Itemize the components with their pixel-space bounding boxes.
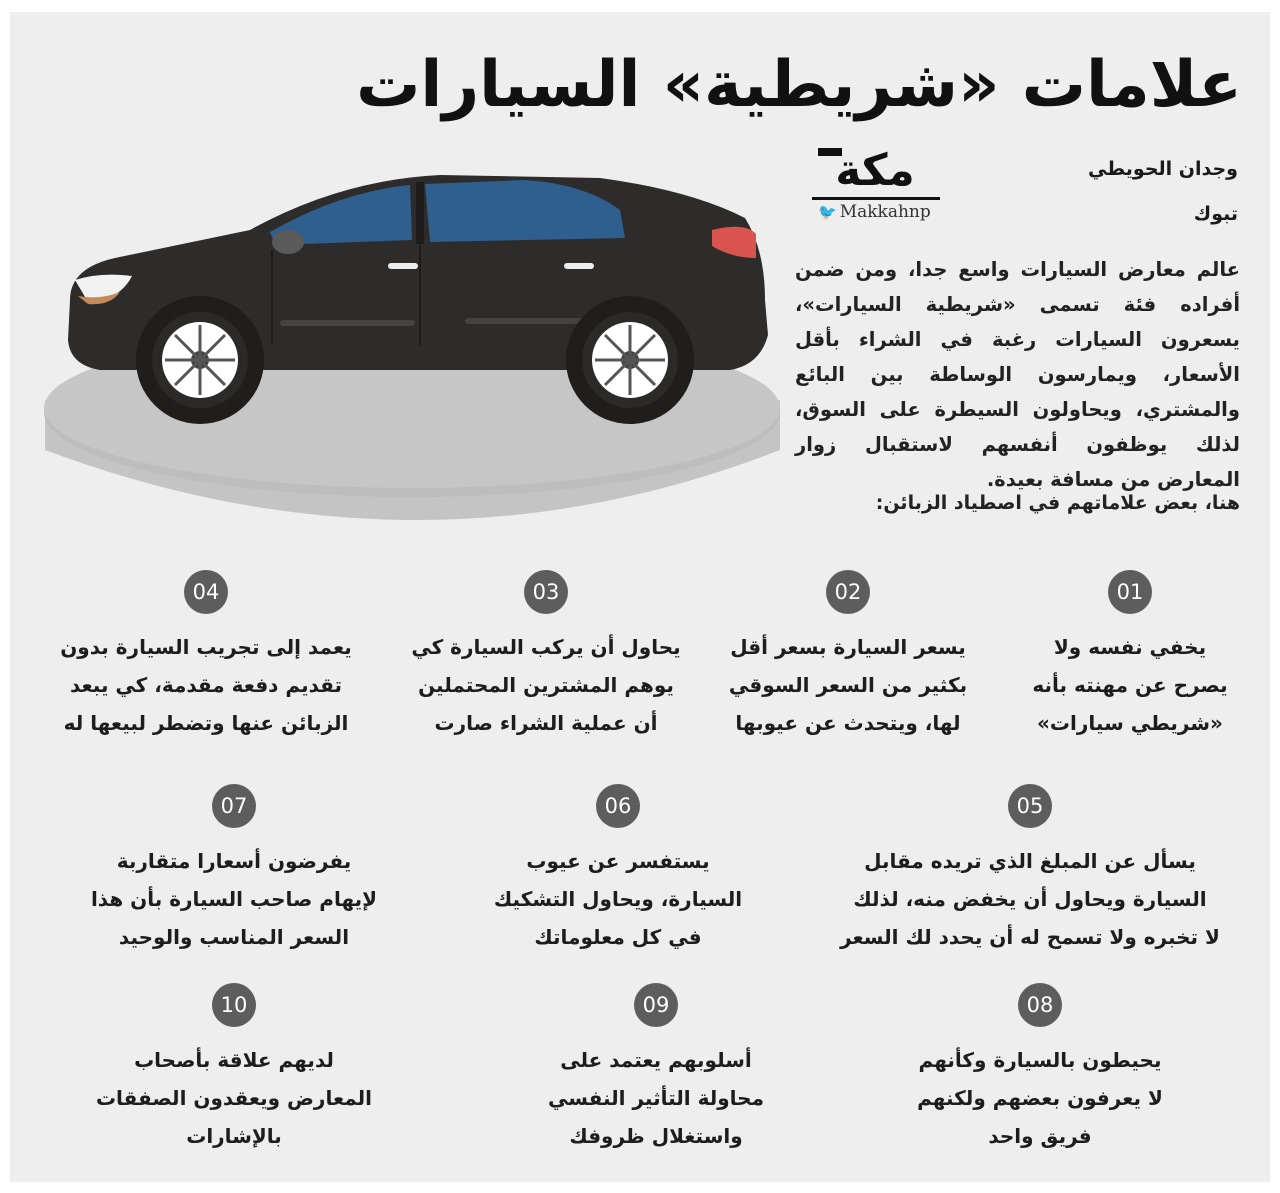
- tip-number-badge: 01: [1108, 570, 1152, 614]
- author-city: تبوك: [1193, 203, 1238, 225]
- tip-item-08: [890, 983, 1190, 1155]
- tip-text: يحاول أن يركب السيارة كي يوهم المشترين المحتملين أن عملية الشراء صارت: [411, 635, 681, 735]
- tip-item-01: [980, 570, 1280, 742]
- side-mirror: [272, 230, 304, 254]
- tip-text: يعمد إلى تجريب السيارة بدون تقديم دفعة مقدمة، كي يبعد الزبائن عنها وتضطر لبيعها له: [60, 635, 352, 735]
- tip-number-badge: 10: [212, 983, 256, 1027]
- tip-number-badge: 05: [1008, 784, 1052, 828]
- tip-number-badge: 04: [184, 570, 228, 614]
- tip-item-09: [506, 983, 806, 1155]
- tip-item-06: [468, 784, 768, 956]
- tip-item-10: [84, 983, 384, 1155]
- tip-number-badge: 08: [1018, 983, 1062, 1027]
- tip-text: يسعر السيارة بسعر أقل بكثير من السعر السوقي لها، ويتحدث عن عيوبها: [728, 635, 968, 735]
- tip-number-badge: 09: [634, 983, 678, 1027]
- intro-subheading: هنا، بعض علاماتهم في اصطياد الزبائن:: [875, 492, 1240, 514]
- intro-paragraph: عالم معارض السيارات واسع جدا، ومن ضمن أفراده فئة تسمى «شريطية السيارات»، يسعرون السيارات رغبة في الشراء بأقل الأسعار، ويمارسون الوساطة بين البائع والمشتري، ويحاولون السيطرة على السوق، لذلك يوظفون أنفسهم لاستقبال زوار المعارض من مسافة بعيدة.: [795, 258, 1240, 491]
- twitter-handle-text: Makkahnp: [839, 202, 931, 222]
- tip-text: يخفي نفسه ولا يصرح عن مهنته بأنه «شريطي سيارات»: [1032, 635, 1228, 735]
- tip-number-badge: 07: [212, 784, 256, 828]
- twitter-icon: 🐦: [818, 203, 837, 221]
- tip-text: يفرضون أسعارا متقاربة لإيهام صاحب السيارة بأن هذا السعر المناسب والوحيد: [90, 849, 378, 949]
- tip-text: يستفسر عن عيوب السيارة، ويحاول التشكيك في كل معلوماتك: [493, 849, 743, 949]
- car-illustration: [40, 150, 800, 540]
- tip-number-badge: 02: [826, 570, 870, 614]
- logo-underline: [812, 197, 940, 200]
- tip-item-05: [830, 784, 1230, 956]
- author-name: وجدان الحويطي: [1088, 158, 1238, 180]
- tip-item-07: [84, 784, 384, 956]
- tip-number-badge: 03: [524, 570, 568, 614]
- newspaper-logo: مكة: [835, 145, 915, 196]
- page-title: علامات «شريطية» السيارات: [356, 48, 1242, 122]
- tip-text: أسلوبهم يعتمد على محاولة التأثير النفسي واستغلال ظروفك: [548, 1048, 764, 1148]
- tip-item-04: [56, 570, 356, 742]
- door-handle: [388, 263, 418, 269]
- door-handle: [564, 263, 594, 269]
- tip-number-badge: 06: [596, 784, 640, 828]
- tip-text: يسأل عن المبلغ الذي تريده مقابل السيارة ويحاول أن يخفض منه، لذلك لا تخبره ولا تسمح له أن يحدد لك السعر: [840, 849, 1220, 949]
- twitter-handle[interactable]: [818, 202, 931, 222]
- tip-item-02: [698, 570, 998, 742]
- tip-text: لديهم علاقة بأصحاب المعارض ويعقدون الصفقات بالإشارات: [95, 1048, 373, 1148]
- tip-item-03: [396, 570, 696, 742]
- tip-text: يحيطون بالسيارة وكأنهم لا يعرفون بعضهم ولكنهم فريق واحد: [917, 1048, 1163, 1148]
